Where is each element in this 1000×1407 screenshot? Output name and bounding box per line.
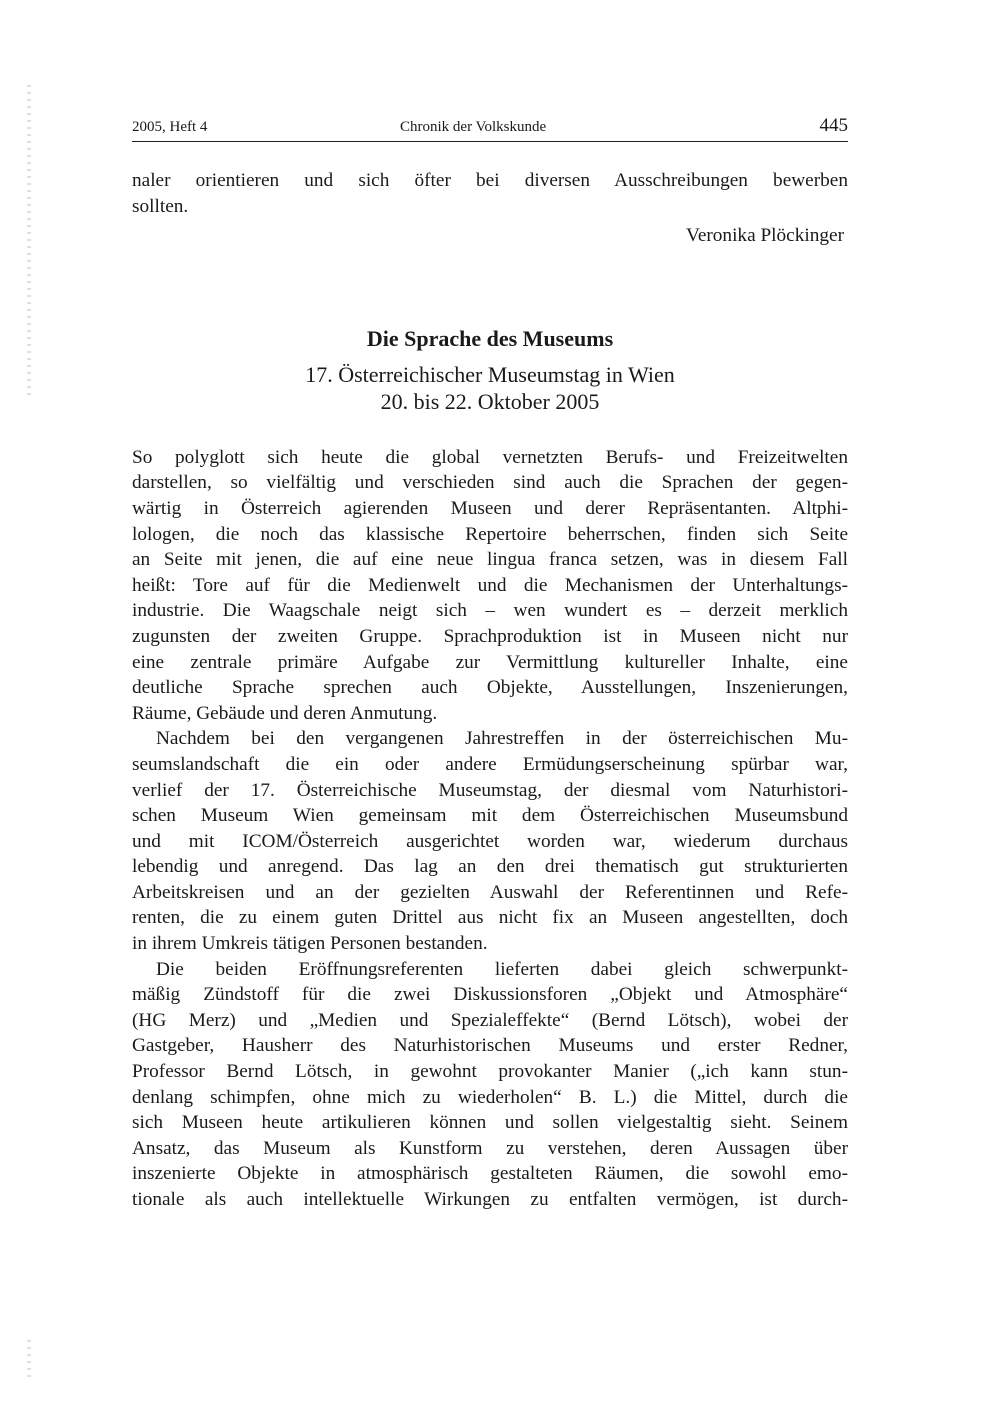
text-line: Räume, Gebäude und deren Anmutung. (132, 702, 438, 724)
text-line: lebendig und anregend. Das lag an den drei thematisch gut strukturierten (132, 856, 848, 878)
text-line: sollten. (132, 195, 189, 217)
text-line: Gastgeber, Hausherr des Naturhistorischen Museums und erster Redner, (132, 1035, 848, 1057)
text-line: lologen, die noch das klassische Repertoire beherrschen, finden sich Seite (132, 523, 848, 545)
text-line: tionale als auch intellektuelle Wirkungen zu entfalten vermögen, ist durch- (132, 1189, 848, 1210)
text-line: und mit ICOM/Österreich ausgerichtet worden war, wiederum durchaus (132, 830, 848, 852)
journal-title: Chronik der Volkskunde (400, 119, 547, 135)
paragraph-3 (132, 957, 848, 1213)
article-title: Die Sprache des Museums (366, 325, 614, 351)
text-line: verlief der 17. Österreichische Museumstag, der diesmal vom Naturhistori- (132, 779, 848, 801)
text-line: (HG Merz) und „Medien und Spezialeffekte“ (Bernd Lötsch), wobei der (132, 1009, 848, 1031)
text-line: seumslandschaft die ein oder andere Ermüdungserscheinung spürbar war, (132, 753, 848, 775)
text-line: denlang schimpfen, ohne mich zu wiederholen“ B. L.) die Mittel, durch die (132, 1086, 848, 1108)
text-line: Die beiden Eröffnungsreferenten lieferten dabei gleich schwerpunkt- (156, 958, 848, 980)
running-head (132, 115, 848, 142)
text-line: zugunsten der zweiten Gruppe. Sprachproduktion ist in Museen nicht nur (132, 625, 848, 647)
issue-label: 2005, Heft 4 (132, 119, 208, 135)
text-line: naler orientieren und sich öfter bei diversen Ausschreibungen bewerben (132, 170, 848, 191)
scan-margin-marks-lower (27, 1340, 31, 1380)
subtitle-line: 20. bis 22. Oktober 2005 (380, 388, 600, 414)
text-line: Professor Bernd Lötsch, in gewohnt provokanter Manier („ich kann stun- (132, 1061, 848, 1083)
subtitle-line: 17. Österreichischer Museumstag in Wien (305, 361, 675, 387)
text-line: Arbeitskreisen und an der gezielten Auswahl der Referentinnen und Refe- (132, 881, 848, 903)
document-page (132, 115, 848, 1213)
text-line: deutliche Sprache sprechen auch Objekte, Ausstellungen, Inszenierungen, (132, 677, 848, 699)
text-line: mäßig Zündstoff für die zwei Diskussionsforen „Objekt und Atmosphäre“ (132, 984, 848, 1006)
paragraph-1 (132, 445, 848, 727)
text-line: darstellen, so vielfältig und verschieden sind auch die Sprachen der gegen- (132, 472, 848, 494)
scan-margin-marks (27, 85, 31, 395)
text-line: inszenierte Objekte in atmosphärisch gestalteten Räumen, die sowohl emo- (132, 1163, 848, 1185)
text-line: in ihrem Umkreis tätigen Personen bestanden. (132, 933, 488, 955)
text-line: schen Museum Wien gemeinsam mit dem Österreichischen Museumsbund (132, 805, 848, 827)
text-line: Ansatz, das Museum als Kunstform zu verstehen, deren Aussagen über (132, 1137, 848, 1159)
text-line: So polyglott sich heute die global vernetzten Berufs- und Freizeitwelten (132, 446, 848, 468)
author-signature: Veronika Plöckinger (686, 225, 844, 247)
text-line: wärtig in Österreich agierenden Museen und derer Repräsentanten. Altphi- (132, 497, 848, 519)
page-number: 445 (819, 115, 848, 136)
text-line: Nachdem bei den vergangenen Jahrestreffen in der österreichischen Mu- (156, 728, 848, 750)
text-line: an Seite mit jenen, die auf eine neue lingua franca setzen, was in diesem Fall (132, 549, 848, 571)
text-line: sich Museen heute artikulieren können und sollen vielgestaltig sieht. Seinem (132, 1112, 848, 1134)
text-line: renten, die zu einem guten Drittel aus nicht fix an Museen angestellten, doch (132, 907, 848, 929)
text-line: heißt: Tore auf für die Medienwelt und die Mechanismen der Unterhaltungs- (132, 574, 848, 596)
paragraph-2 (132, 726, 848, 956)
previous-article-closing (132, 168, 848, 219)
article-subtitle (132, 361, 848, 415)
text-line: industrie. Die Waagschale neigt sich – wen wundert es – derzeit merklich (132, 600, 848, 622)
text-line: eine zentrale primäre Aufgabe zur Vermittlung kultureller Inhalte, eine (132, 651, 848, 673)
